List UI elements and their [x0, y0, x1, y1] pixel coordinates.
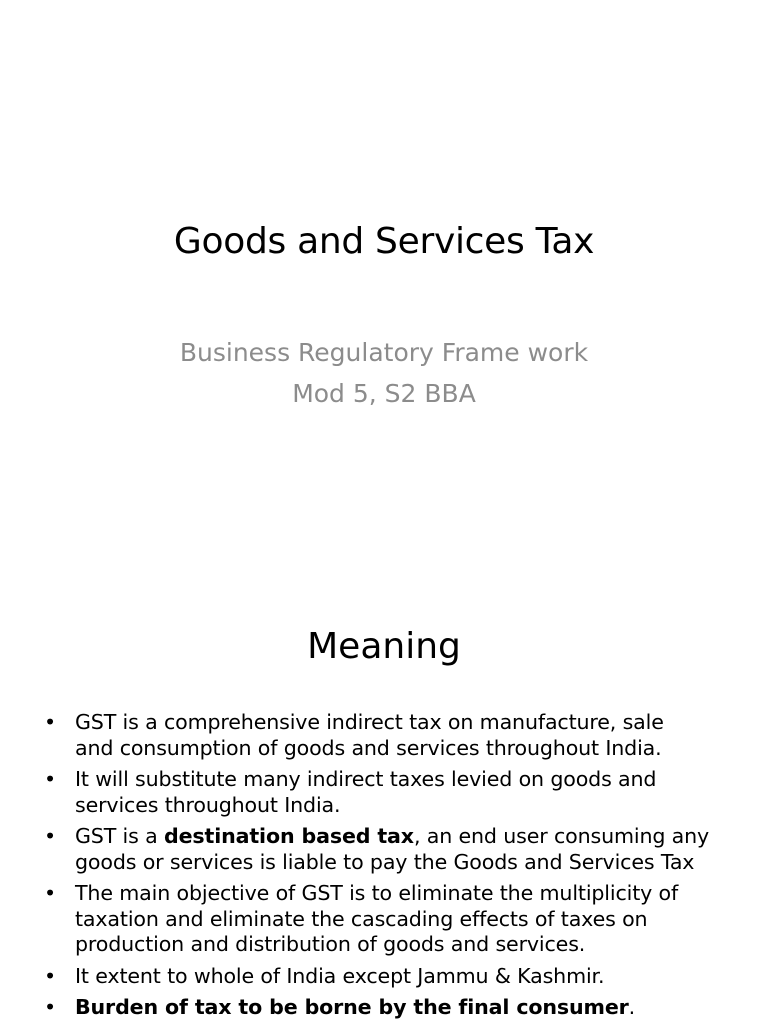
bullet-text-line: goods or services is liable to pay the Goods and Services Tax	[75, 849, 695, 874]
meaning-title: Meaning	[307, 626, 461, 667]
list-item	[44, 964, 744, 990]
bullet-text-pre: GST is a	[75, 824, 164, 848]
bullet-text-bold: Burden of tax to be borne by the final consumer	[75, 995, 629, 1019]
list-item	[44, 881, 744, 958]
slide-subtitle	[0, 332, 768, 414]
bullet-text-post: .	[628, 995, 636, 1019]
bullet-text-line: It will substitute many indirect taxes levied on goods and	[75, 767, 657, 791]
list-item	[44, 710, 744, 761]
bullet-text-line: services throughout India.	[75, 792, 341, 817]
bullet-text-line: taxation and eliminate the cascading effects of taxes on	[75, 906, 648, 931]
subtitle-line-course: Business Regulatory Frame work	[179, 338, 589, 367]
bullet-text-bold: destination based tax	[163, 824, 414, 848]
bullet-text-line: GST is a comprehensive indirect tax on manufacture, sale	[75, 710, 664, 734]
bullet-text-line: production and distribution of goods and services.	[75, 932, 586, 956]
bullet-text-line: and consumption of goods and services throughout India.	[75, 735, 662, 760]
bullet-icon: •	[44, 767, 56, 791]
bullet-list	[44, 710, 744, 1024]
bullet-icon: •	[44, 824, 56, 848]
bullet-text-line: It extent to whole of India except Jammu & Kashmir.	[75, 963, 605, 988]
bullet-icon: •	[44, 710, 56, 734]
slide-title: Goods and Services Tax	[173, 221, 595, 262]
list-item	[44, 995, 744, 1021]
bullet-icon: •	[44, 881, 56, 905]
bullet-text-line: The main objective of GST is to eliminate the multiplicity of	[75, 881, 679, 905]
list-item	[44, 767, 744, 818]
bullet-icon: •	[44, 963, 56, 988]
meaning-slide	[0, 576, 768, 1024]
bullet-text-post: , an end user consuming any	[413, 824, 710, 848]
subtitle-line-module: Mod 5, S2 BBA	[292, 379, 476, 408]
bullet-icon: •	[44, 995, 56, 1019]
list-item	[44, 824, 744, 875]
